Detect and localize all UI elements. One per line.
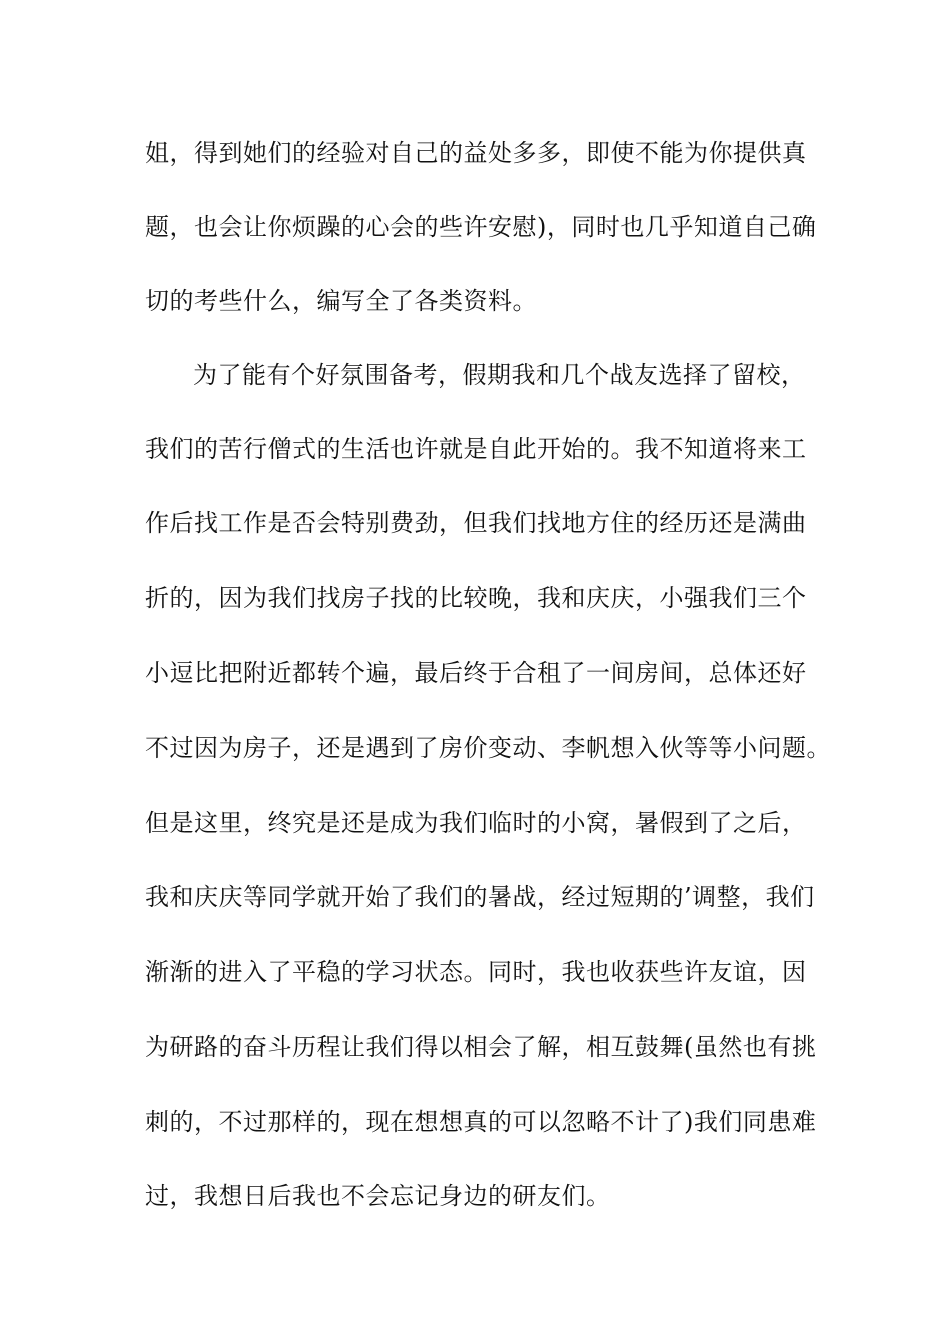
text-line: 切的考些什么，编写全了各类资料。 (145, 287, 537, 315)
text-line: 渐渐的进入了平稳的学习状态。同时，我也收获些许友谊，因 (145, 958, 807, 986)
text-line: 不过因为房子，还是遇到了房价变动、李帆想入伙等等小问题。 (145, 734, 831, 762)
text-line: 题，也会让你烦躁的心会的些许安慰)，同时也几乎知道自己确 (145, 213, 817, 241)
text-line: 刺的，不过那样的，现在想想真的可以忽略不计了)我们同患难 (145, 1108, 817, 1136)
paragraph-first-line: 为了能有个好氛围备考，假期我和几个战友选择了留校， (193, 361, 806, 389)
text-line: 我和庆庆等同学就开始了我们的暑战，经过短期的’调整，我们 (145, 883, 815, 911)
text-line: 为研路的奋斗历程让我们得以相会了解，相互鼓舞(虽然也有挑 (145, 1033, 817, 1061)
text-line: 姐，得到她们的经验对自己的益处多多，即使不能为你提供真 (145, 139, 807, 167)
text-line: 作后找工作是否会特别费劲，但我们找地方住的经历还是满曲 (145, 509, 807, 537)
text-line: 小逗比把附近都转个遍，最后终于合租了一间房间，总体还好 (145, 659, 807, 687)
text-line: 过，我想日后我也不会忘记身边的研友们。 (145, 1182, 611, 1210)
text-line: 折的，因为我们找房子找的比较晚，我和庆庆，小强我们三个 (145, 584, 807, 612)
text-line: 但是这里，终究是还是成为我们临时的小窝，暑假到了之后， (145, 809, 807, 837)
text-line: 我们的苦行僧式的生活也许就是自此开始的。我不知道将来工 (145, 435, 807, 463)
